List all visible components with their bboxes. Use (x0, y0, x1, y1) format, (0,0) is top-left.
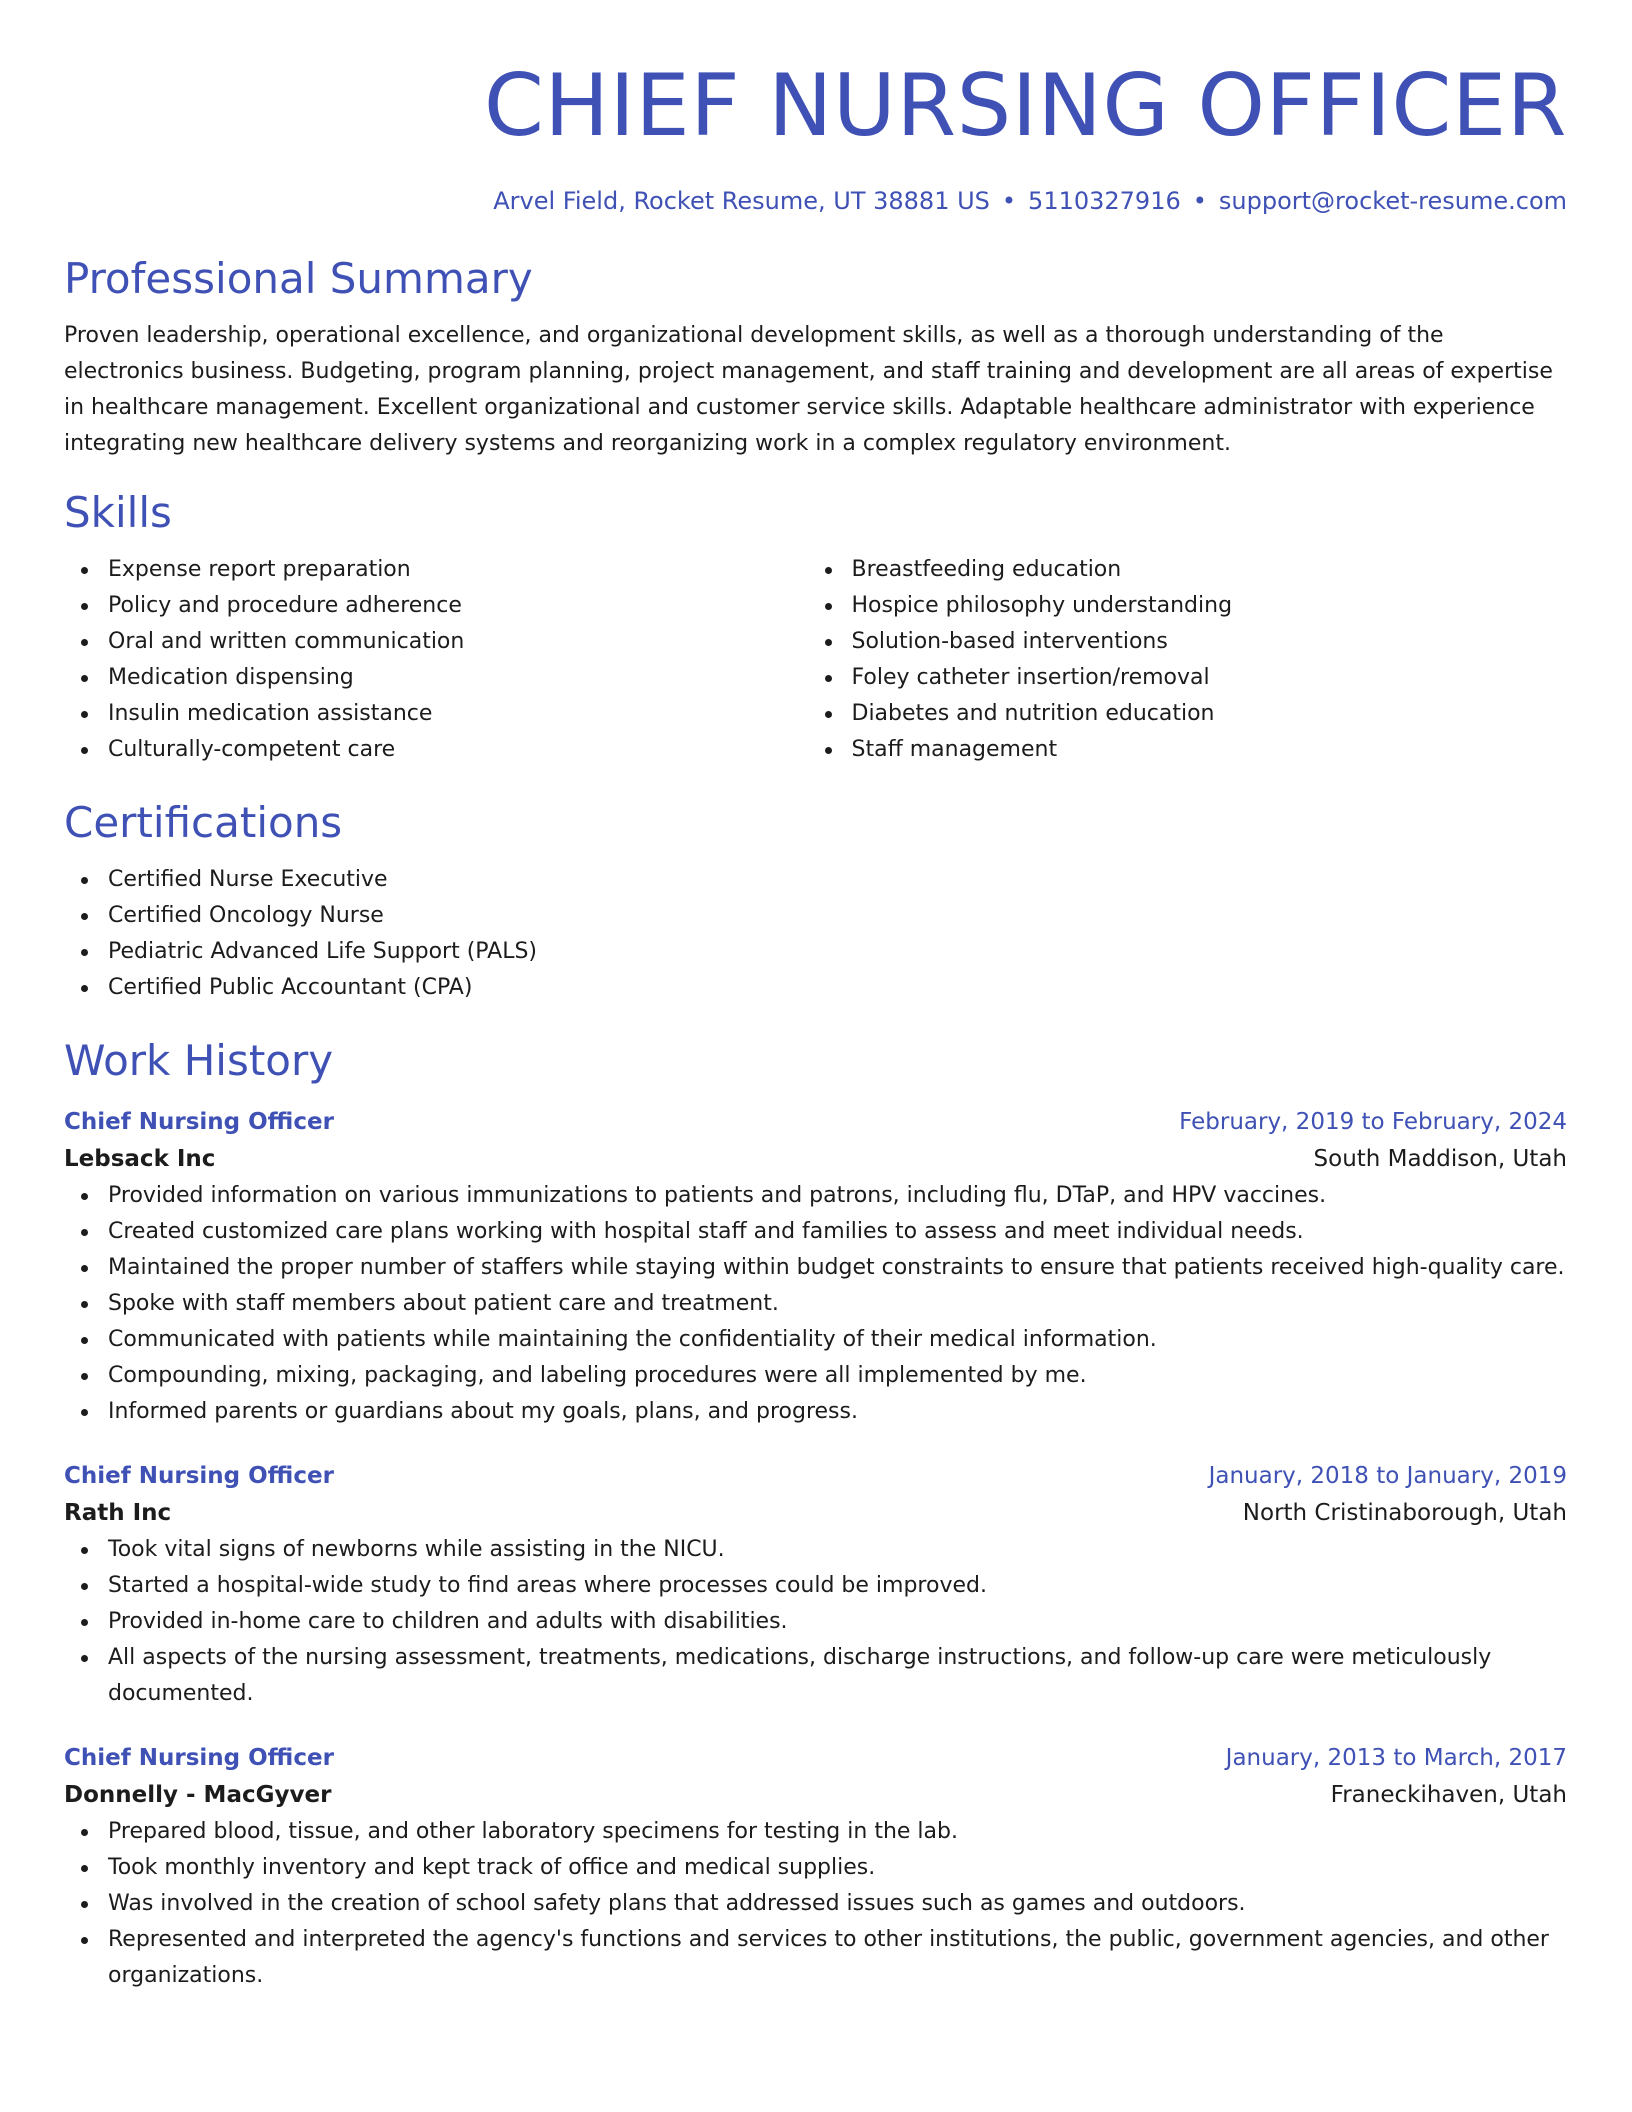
certifications-heading: Certifications (64, 798, 343, 847)
job-location: North Cristinaborough, Utah (1242, 1500, 1567, 1526)
job-bullet: Informed parents or guardians about my goals, plans, and progress. (64, 1394, 1567, 1430)
job-entry (64, 1104, 1567, 1430)
skills-heading: Skills (64, 488, 172, 537)
job-bullet: Spoke with staff members about patient care and treatment. (64, 1286, 1567, 1322)
job-dates: January, 2013 to March, 2017 (1225, 1745, 1567, 1771)
job-location: Franeckihaven, Utah (1330, 1782, 1567, 1808)
skill-item: Policy and procedure adherence (64, 588, 816, 624)
work-history-heading: Work History (64, 1036, 334, 1085)
job-bullet: All aspects of the nursing assessment, treatments, medications, discharge instructions, and follow-up care were meticulously documented. (64, 1640, 1567, 1712)
certifications-list (64, 862, 1567, 1006)
summary-text: Proven leadership, operational excellence, and organizational development skills, as well as a thorough understanding of the electronics business. Budgeting, program planning, project management, and staff training and development are all areas of expertise in healthcare management. Excellent organizational and customer service skills. Adaptable healthcare administrator with experience integrating new healthcare delivery systems and reorganizing work in a complex regulatory environment. (64, 323, 1553, 456)
job-company: Rath Inc (64, 1500, 172, 1526)
skills-list-left (64, 552, 816, 768)
job-title: Chief Nursing Officer (64, 1745, 334, 1771)
skill-item: Breastfeeding education (808, 552, 1560, 588)
contact-address: Arvel Field, Rocket Resume, UT 38881 US (493, 187, 990, 215)
skill-item: Staff management (808, 732, 1560, 768)
job-entry (64, 1740, 1567, 1994)
skill-item: Solution-based interventions (808, 624, 1560, 660)
contact-separator: • (1001, 187, 1017, 215)
contact-line (64, 186, 1567, 216)
summary-heading: Professional Summary (64, 254, 533, 303)
job-bullet: Provided information on various immunizations to patients and patrons, including flu, DTaP, and HPV vaccines. (64, 1178, 1567, 1214)
skill-item: Diabetes and nutrition education (808, 696, 1560, 732)
skills-section (64, 488, 1567, 768)
contact-separator: • (1192, 187, 1207, 215)
job-bullets (64, 1532, 1567, 1712)
summary-section (64, 254, 1567, 462)
skill-item: Expense report preparation (64, 552, 816, 588)
skills-list-right (808, 552, 1560, 768)
job-bullet: Was involved in the creation of school safety plans that addressed issues such as games and outdoors. (64, 1886, 1567, 1922)
skill-item: Insulin medication assistance (64, 696, 816, 732)
work-history-section (64, 1036, 1567, 1994)
certifications-section (64, 798, 1567, 1006)
resume-page (64, 0, 1567, 1994)
job-company: Lebsack Inc (64, 1146, 216, 1172)
job-bullet: Took monthly inventory and kept track of office and medical supplies. (64, 1850, 1567, 1886)
certification-item: Certified Nurse Executive (64, 862, 1567, 898)
skill-item: Oral and written communication (64, 624, 816, 660)
job-dates: February, 2019 to February, 2024 (1179, 1109, 1567, 1135)
job-bullet: Maintained the proper number of staffers while staying within budget constraints to ensure that patients received high-quality care. (64, 1250, 1567, 1286)
skills-grid (64, 552, 1567, 768)
skill-item: Hospice philosophy understanding (808, 588, 1560, 624)
job-company: Donnelly - MacGyver (64, 1782, 332, 1808)
resume-title: CHIEF NURSING OFFICER (483, 56, 1567, 156)
job-bullet: Compounding, mixing, packaging, and labeling procedures were all implemented by me. (64, 1358, 1567, 1394)
certification-item: Pediatric Advanced Life Support (PALS) (64, 934, 1567, 970)
job-location: South Maddison, Utah (1313, 1146, 1567, 1172)
job-bullet: Started a hospital-wide study to find areas where processes could be improved. (64, 1568, 1567, 1604)
contact-phone[interactable]: 5110327916 (1028, 187, 1181, 215)
job-bullet: Provided in-home care to children and adults with disabilities. (64, 1604, 1567, 1640)
job-bullet: Created customized care plans working with hospital staff and families to assess and meet individual needs. (64, 1214, 1567, 1250)
job-entry (64, 1458, 1567, 1712)
job-bullet: Prepared blood, tissue, and other laboratory specimens for testing in the lab. (64, 1814, 1567, 1850)
job-title: Chief Nursing Officer (64, 1463, 334, 1489)
certification-item: Certified Oncology Nurse (64, 898, 1567, 934)
skill-item: Foley catheter insertion/removal (808, 660, 1560, 696)
skill-item: Culturally-competent care (64, 732, 816, 768)
job-bullet: Communicated with patients while maintaining the confidentiality of their medical information. (64, 1322, 1567, 1358)
job-bullets (64, 1178, 1567, 1430)
contact-email[interactable]: support@rocket-resume.com (1218, 187, 1567, 215)
skill-item: Medication dispensing (64, 660, 816, 696)
job-bullet: Took vital signs of newborns while assisting in the NICU. (64, 1532, 1567, 1568)
job-dates: January, 2018 to January, 2019 (1208, 1463, 1567, 1489)
certification-item: Certified Public Accountant (CPA) (64, 970, 1567, 1006)
job-bullet: Represented and interpreted the agency's functions and services to other institutions, the public, government agencies, and other organizations. (64, 1922, 1567, 1994)
job-bullets (64, 1814, 1567, 1994)
job-title: Chief Nursing Officer (64, 1109, 334, 1135)
